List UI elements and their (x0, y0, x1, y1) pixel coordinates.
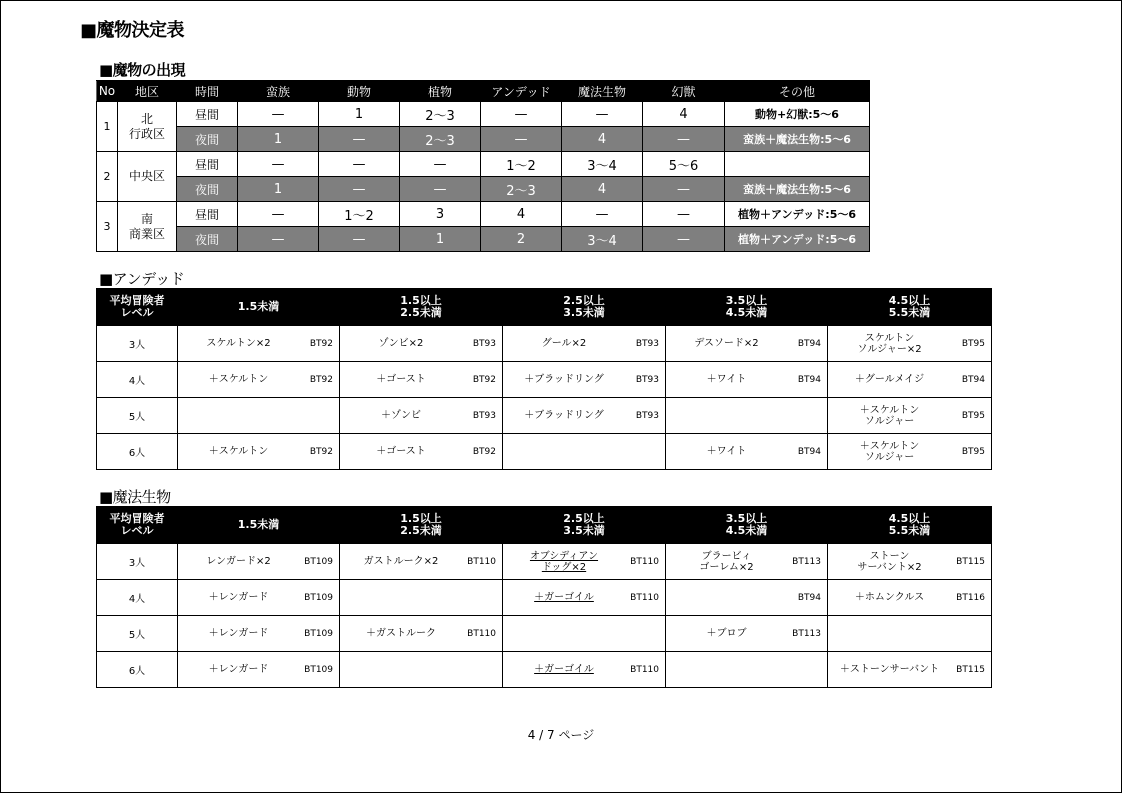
bestiary-ref: BT94 (797, 338, 821, 349)
monster-entry (666, 580, 827, 615)
undead-header-row (97, 289, 992, 326)
monster-cell (666, 434, 828, 470)
monster-cell (503, 652, 666, 688)
encounter-roll-cell: — (562, 202, 643, 227)
magic-creature-table (96, 506, 992, 688)
bestiary-ref: BT116 (956, 592, 985, 603)
monster-name: ＋ストーンサーバント (839, 664, 940, 675)
bestiary-ref: BT93 (472, 338, 496, 349)
encounter-roll-cell: 4 (481, 202, 562, 227)
monster-cell (666, 580, 828, 616)
other-combination-cell: 蛮族＋魔法生物:5〜6 (725, 127, 870, 152)
magic-header-row (97, 507, 992, 544)
table-row (97, 434, 992, 470)
party-size: 3人 (97, 326, 178, 362)
bestiary-ref: BT115 (956, 664, 985, 675)
monster-cell (178, 326, 340, 362)
encounter-header-cell: No (97, 81, 118, 102)
monster-name: グール×2 (541, 338, 587, 349)
party-size: 3人 (97, 544, 178, 580)
bestiary-ref: BT109 (304, 556, 333, 567)
table-row (97, 616, 992, 652)
encounter-roll-cell: — (319, 177, 400, 202)
monster-entry (828, 398, 991, 433)
encounter-row (97, 227, 870, 252)
monster-name: ＋ゴースト (376, 374, 426, 385)
monster-entry (828, 434, 991, 469)
monster-name: ゾンビ×2 (378, 338, 424, 349)
monster-name: ＋スケルトン (208, 374, 269, 385)
monster-cell (828, 544, 992, 580)
monster-entry (503, 580, 665, 615)
monster-cell (340, 434, 503, 470)
bestiary-ref: BT95 (961, 410, 985, 421)
encounter-roll-cell: — (400, 152, 481, 177)
monster-entry (828, 580, 991, 615)
level-range-header: 4.5以上 5.5未満 (828, 289, 992, 326)
monster-cell (828, 398, 992, 434)
monster-cell (828, 616, 992, 652)
monster-entry (178, 616, 339, 651)
encounter-roll-cell: — (643, 202, 725, 227)
encounter-roll-cell: — (238, 152, 319, 177)
encounter-header-cell: 植物 (400, 81, 481, 102)
monster-entry (340, 580, 502, 615)
monster-name: ＋ゴースト (376, 446, 426, 457)
encounter-header-cell: 魔法生物 (562, 81, 643, 102)
monster-cell (340, 398, 503, 434)
monster-name: ＋ブロブ (706, 628, 747, 639)
bestiary-ref: BT95 (961, 338, 985, 349)
encounter-roll-cell: — (319, 152, 400, 177)
table-row (97, 398, 992, 434)
encounter-section-title: ■魔物の出現 (99, 61, 186, 79)
time-of-day: 夜間 (177, 177, 238, 202)
monster-entry (503, 326, 665, 361)
encounter-roll-cell: 1 (238, 177, 319, 202)
monster-name: ＋グールメイジ (854, 374, 925, 385)
table-row (97, 544, 992, 580)
monster-cell (666, 362, 828, 398)
monster-name: ＋ワイト (706, 446, 747, 457)
monster-name: ＋レンガード (208, 592, 269, 603)
encounter-roll-cell: — (238, 202, 319, 227)
monster-cell (340, 544, 503, 580)
monster-entry (340, 616, 502, 651)
other-combination-cell: 植物＋アンデッド:5〜6 (725, 202, 870, 227)
monster-entry (178, 398, 339, 433)
bestiary-ref: BT113 (792, 628, 821, 639)
monster-cell (828, 652, 992, 688)
level-range-header: 1.5以上 2.5未満 (340, 507, 503, 544)
district-name: 南 商業区 (118, 202, 177, 252)
encounter-roll-cell: 4 (562, 177, 643, 202)
monster-entry (828, 652, 991, 687)
monster-entry (340, 652, 502, 687)
level-range-header: 1.5未満 (178, 289, 340, 326)
district-number: 2 (97, 152, 118, 202)
level-range-header: 3.5以上 4.5未満 (666, 289, 828, 326)
bestiary-ref: BT109 (304, 628, 333, 639)
monster-cell (178, 544, 340, 580)
encounter-header-cell: 蛮族 (238, 81, 319, 102)
monster-name: スケルトン ソルジャー×2 (857, 332, 922, 355)
monster-cell (340, 362, 503, 398)
encounter-roll-cell: 1 (238, 127, 319, 152)
monster-name: ＋スケルトン ソルジャー (859, 404, 920, 427)
monster-name: ＋ゾンビ (381, 410, 421, 421)
encounter-roll-cell: — (481, 127, 562, 152)
encounter-table (96, 80, 870, 252)
monster-cell (178, 652, 340, 688)
monster-cell (340, 326, 503, 362)
level-range-header: 1.5未満 (178, 507, 340, 544)
bestiary-ref: BT93 (635, 374, 659, 385)
other-combination-cell: 植物＋アンデッド:5〜6 (725, 227, 870, 252)
encounter-row (97, 127, 870, 152)
district-number: 3 (97, 202, 118, 252)
monster-entry (340, 434, 502, 469)
monster-entry (178, 580, 339, 615)
encounter-roll-cell: 1 (319, 102, 400, 127)
level-range-header: 4.5以上 5.5未満 (828, 507, 992, 544)
monster-entry (503, 616, 665, 651)
encounter-header-cell: 動物 (319, 81, 400, 102)
undead-table (96, 288, 992, 470)
encounter-roll-cell: 4 (562, 127, 643, 152)
monster-cell (178, 616, 340, 652)
encounter-roll-cell: 5〜6 (643, 152, 725, 177)
monster-entry (828, 326, 991, 361)
monster-name: ＋レンガード (208, 664, 269, 675)
bestiary-ref: BT94 (961, 374, 985, 385)
bestiary-ref: BT110 (630, 592, 659, 603)
monster-name: ＋ワイト (706, 374, 747, 385)
encounter-roll-cell: — (643, 177, 725, 202)
other-combination-cell: 動物+幻獣:5〜6 (725, 102, 870, 127)
encounter-roll-cell: 2〜3 (400, 102, 481, 127)
bestiary-ref: BT93 (635, 338, 659, 349)
monster-entry (503, 362, 665, 397)
monster-cell (828, 326, 992, 362)
monster-entry (666, 544, 827, 579)
time-of-day: 昼間 (177, 152, 238, 177)
monster-entry (340, 398, 502, 433)
bestiary-ref: BT113 (792, 556, 821, 567)
monster-cell (178, 362, 340, 398)
other-combination-cell (725, 152, 870, 177)
monster-entry (828, 362, 991, 397)
monster-name: オブシディアン ドッグ×2 (529, 550, 599, 573)
party-size: 5人 (97, 398, 178, 434)
monster-name: ＋ブラッドリング (524, 410, 604, 421)
encounter-row (97, 202, 870, 227)
encounter-roll-cell: 2〜3 (400, 127, 481, 152)
other-combination-cell: 蛮族＋魔法生物:5〜6 (725, 177, 870, 202)
monster-entry (178, 326, 339, 361)
monster-entry (503, 398, 665, 433)
monster-name: ブラービィ ゴーレム×2 (699, 550, 754, 573)
monster-cell (178, 398, 340, 434)
monster-entry (178, 544, 339, 579)
level-range-header: 2.5以上 3.5未満 (503, 507, 666, 544)
encounter-row (97, 102, 870, 127)
monster-cell (666, 398, 828, 434)
bestiary-ref: BT115 (956, 556, 985, 567)
monster-cell (178, 434, 340, 470)
monster-cell (828, 580, 992, 616)
encounter-roll-cell: — (400, 177, 481, 202)
undead-section-title: ■アンデッド (99, 270, 185, 288)
monster-cell (503, 398, 666, 434)
level-range-header: 3.5以上 4.5未満 (666, 507, 828, 544)
monster-cell (828, 362, 992, 398)
level-range-header: 2.5以上 3.5未満 (503, 289, 666, 326)
encounter-header-cell: その他 (725, 81, 870, 102)
monster-entry (666, 398, 827, 433)
encounter-roll-cell: — (238, 227, 319, 252)
bestiary-ref: BT94 (797, 592, 821, 603)
encounter-header-cell: アンデッド (481, 81, 562, 102)
encounter-roll-cell: — (643, 127, 725, 152)
monster-name: ＋レンガード (208, 628, 269, 639)
encounter-roll-cell: — (562, 102, 643, 127)
encounter-row (97, 177, 870, 202)
monster-entry (503, 434, 665, 469)
monster-name: スケルトン×2 (206, 338, 271, 349)
bestiary-ref: BT110 (467, 628, 496, 639)
monster-cell (503, 580, 666, 616)
bestiary-ref: BT109 (304, 592, 333, 603)
monster-name: デスソード×2 (694, 338, 759, 349)
monster-entry (340, 326, 502, 361)
monster-entry (666, 434, 827, 469)
monster-cell (666, 616, 828, 652)
monster-cell (340, 616, 503, 652)
table-row (97, 326, 992, 362)
encounter-header-cell: 幻獣 (643, 81, 725, 102)
monster-cell (503, 616, 666, 652)
encounter-roll-cell: 1〜2 (319, 202, 400, 227)
party-size: 6人 (97, 652, 178, 688)
party-size: 6人 (97, 434, 178, 470)
monster-cell (178, 580, 340, 616)
district-name: 北 行政区 (118, 102, 177, 152)
encounter-roll-cell: 3 (400, 202, 481, 227)
monster-entry (178, 362, 339, 397)
monster-cell (340, 580, 503, 616)
party-level-header: 平均冒険者 レベル (97, 507, 178, 544)
time-of-day: 夜間 (177, 227, 238, 252)
encounter-header-row (97, 81, 870, 102)
monster-entry (828, 616, 991, 651)
level-range-header: 1.5以上 2.5未満 (340, 289, 503, 326)
time-of-day: 夜間 (177, 127, 238, 152)
monster-cell (503, 326, 666, 362)
bestiary-ref: BT93 (635, 410, 659, 421)
table-row (97, 362, 992, 398)
page-title: ■魔物決定表 (80, 20, 185, 41)
bestiary-ref: BT92 (472, 446, 496, 457)
monster-name: ＋ブラッドリング (524, 374, 604, 385)
time-of-day: 昼間 (177, 202, 238, 227)
monster-cell (666, 544, 828, 580)
encounter-roll-cell: 3〜4 (562, 227, 643, 252)
monster-name: ＋スケルトン (208, 446, 269, 457)
encounter-roll-cell: 2〜3 (481, 177, 562, 202)
monster-entry (666, 326, 827, 361)
monster-entry (666, 362, 827, 397)
monster-entry (828, 544, 991, 579)
monster-entry (178, 434, 339, 469)
page-number: 4 / 7 ページ (527, 728, 595, 742)
monster-name: ガストルーク×2 (363, 556, 439, 567)
monster-name: ＋ガーゴイル (534, 664, 594, 675)
monster-name: ＋スケルトン ソルジャー (859, 440, 920, 463)
monster-entry (340, 362, 502, 397)
monster-cell (503, 362, 666, 398)
encounter-roll-cell: 2 (481, 227, 562, 252)
bestiary-ref: BT93 (472, 410, 496, 421)
bestiary-ref: BT95 (961, 446, 985, 457)
monster-name: ストーン サーバント×2 (857, 550, 922, 573)
party-size: 4人 (97, 362, 178, 398)
bestiary-ref: BT92 (309, 446, 333, 457)
monster-entry (666, 652, 827, 687)
monster-entry (340, 544, 502, 579)
party-size: 4人 (97, 580, 178, 616)
encounter-roll-cell: — (319, 127, 400, 152)
table-row (97, 580, 992, 616)
bestiary-ref: BT109 (304, 664, 333, 675)
encounter-row (97, 152, 870, 177)
time-of-day: 昼間 (177, 102, 238, 127)
encounter-roll-cell: 4 (643, 102, 725, 127)
monster-name: レンガード×2 (206, 556, 271, 567)
monster-cell (666, 652, 828, 688)
encounter-header-cell: 地区 (118, 81, 177, 102)
encounter-roll-cell: 1 (400, 227, 481, 252)
monster-cell (666, 326, 828, 362)
encounter-roll-cell: 3〜4 (562, 152, 643, 177)
monster-cell (503, 544, 666, 580)
table-row (97, 652, 992, 688)
district-number: 1 (97, 102, 118, 152)
monster-name: ＋ガストルーク (366, 628, 436, 639)
district-name: 中央区 (118, 152, 177, 202)
monster-cell (828, 434, 992, 470)
encounter-roll-cell: — (319, 227, 400, 252)
monster-entry (503, 652, 665, 687)
bestiary-ref: BT92 (472, 374, 496, 385)
encounter-roll-cell: — (643, 227, 725, 252)
monster-cell (503, 434, 666, 470)
monster-name: ＋ホムンクルス (854, 592, 925, 603)
bestiary-ref: BT94 (797, 374, 821, 385)
party-size: 5人 (97, 616, 178, 652)
monster-entry (178, 652, 339, 687)
monster-entry (503, 544, 665, 579)
party-level-header: 平均冒険者 レベル (97, 289, 178, 326)
bestiary-ref: BT94 (797, 446, 821, 457)
monster-cell (340, 652, 503, 688)
encounter-roll-cell: — (238, 102, 319, 127)
encounter-roll-cell: — (481, 102, 562, 127)
monster-name: ＋ガーゴイル (534, 592, 594, 603)
bestiary-ref: BT110 (630, 664, 659, 675)
encounter-header-cell: 時間 (177, 81, 238, 102)
monster-entry (666, 616, 827, 651)
bestiary-ref: BT92 (309, 374, 333, 385)
bestiary-ref: BT92 (309, 338, 333, 349)
magic-section-title: ■魔法生物 (99, 488, 171, 506)
encounter-roll-cell: 1〜2 (481, 152, 562, 177)
bestiary-ref: BT110 (467, 556, 496, 567)
bestiary-ref: BT110 (630, 556, 659, 567)
